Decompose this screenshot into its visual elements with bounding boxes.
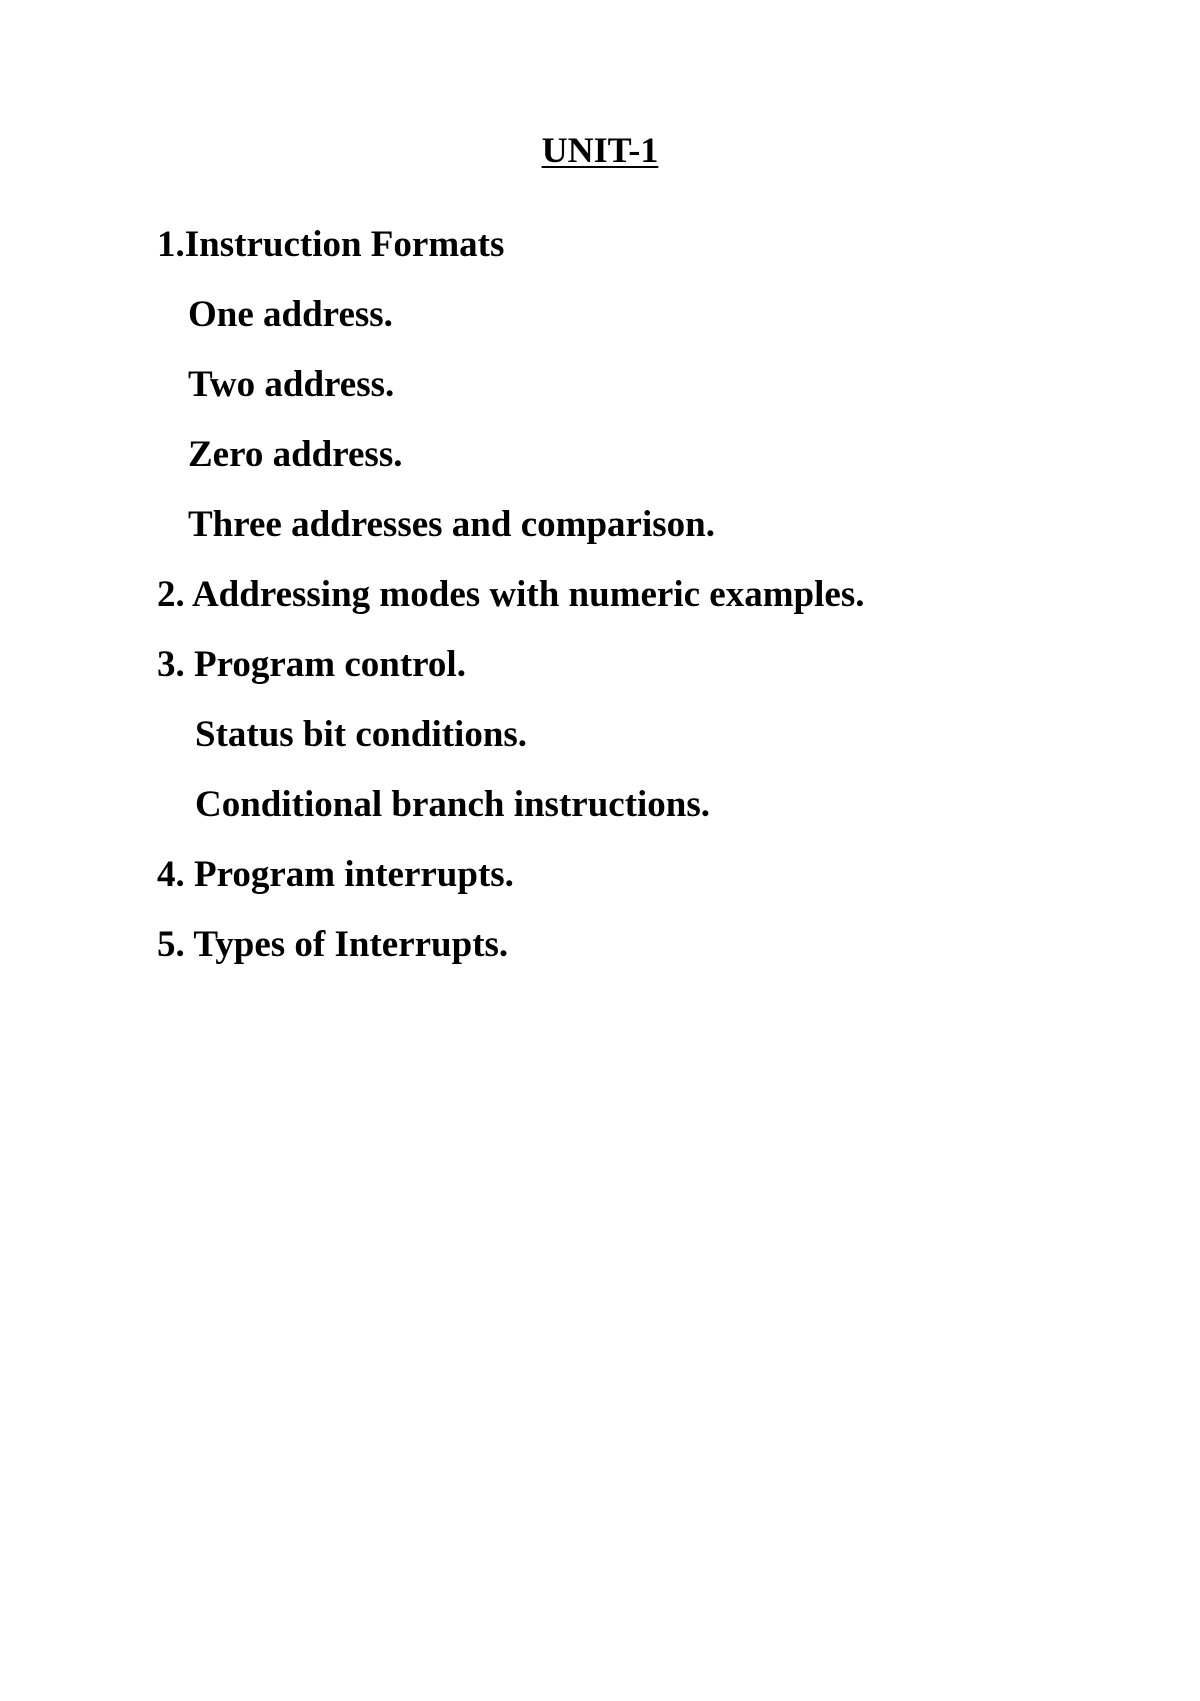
subtopic-zero-address: Zero address.	[188, 434, 403, 475]
subtopic-conditional-branch: Conditional branch instructions.	[195, 784, 711, 825]
topic-1-instruction-formats: 1.Instruction Formats	[157, 224, 505, 265]
topic-4-program-interrupts: 4. Program interrupts.	[157, 854, 514, 895]
subtopic-three-addresses: Three addresses and comparison.	[188, 504, 715, 545]
subtopic-one-address: One address.	[188, 294, 393, 335]
topic-5-types-of-interrupts: 5. Types of Interrupts.	[157, 924, 509, 965]
topic-3-program-control: 3. Program control.	[157, 644, 466, 685]
subtopic-status-bit-conditions: Status bit conditions.	[195, 714, 528, 755]
subtopic-two-address: Two address.	[188, 364, 395, 405]
unit-title: UNIT-1	[541, 130, 659, 170]
topic-2-addressing-modes: 2. Addressing modes with numeric examples.	[157, 574, 865, 615]
